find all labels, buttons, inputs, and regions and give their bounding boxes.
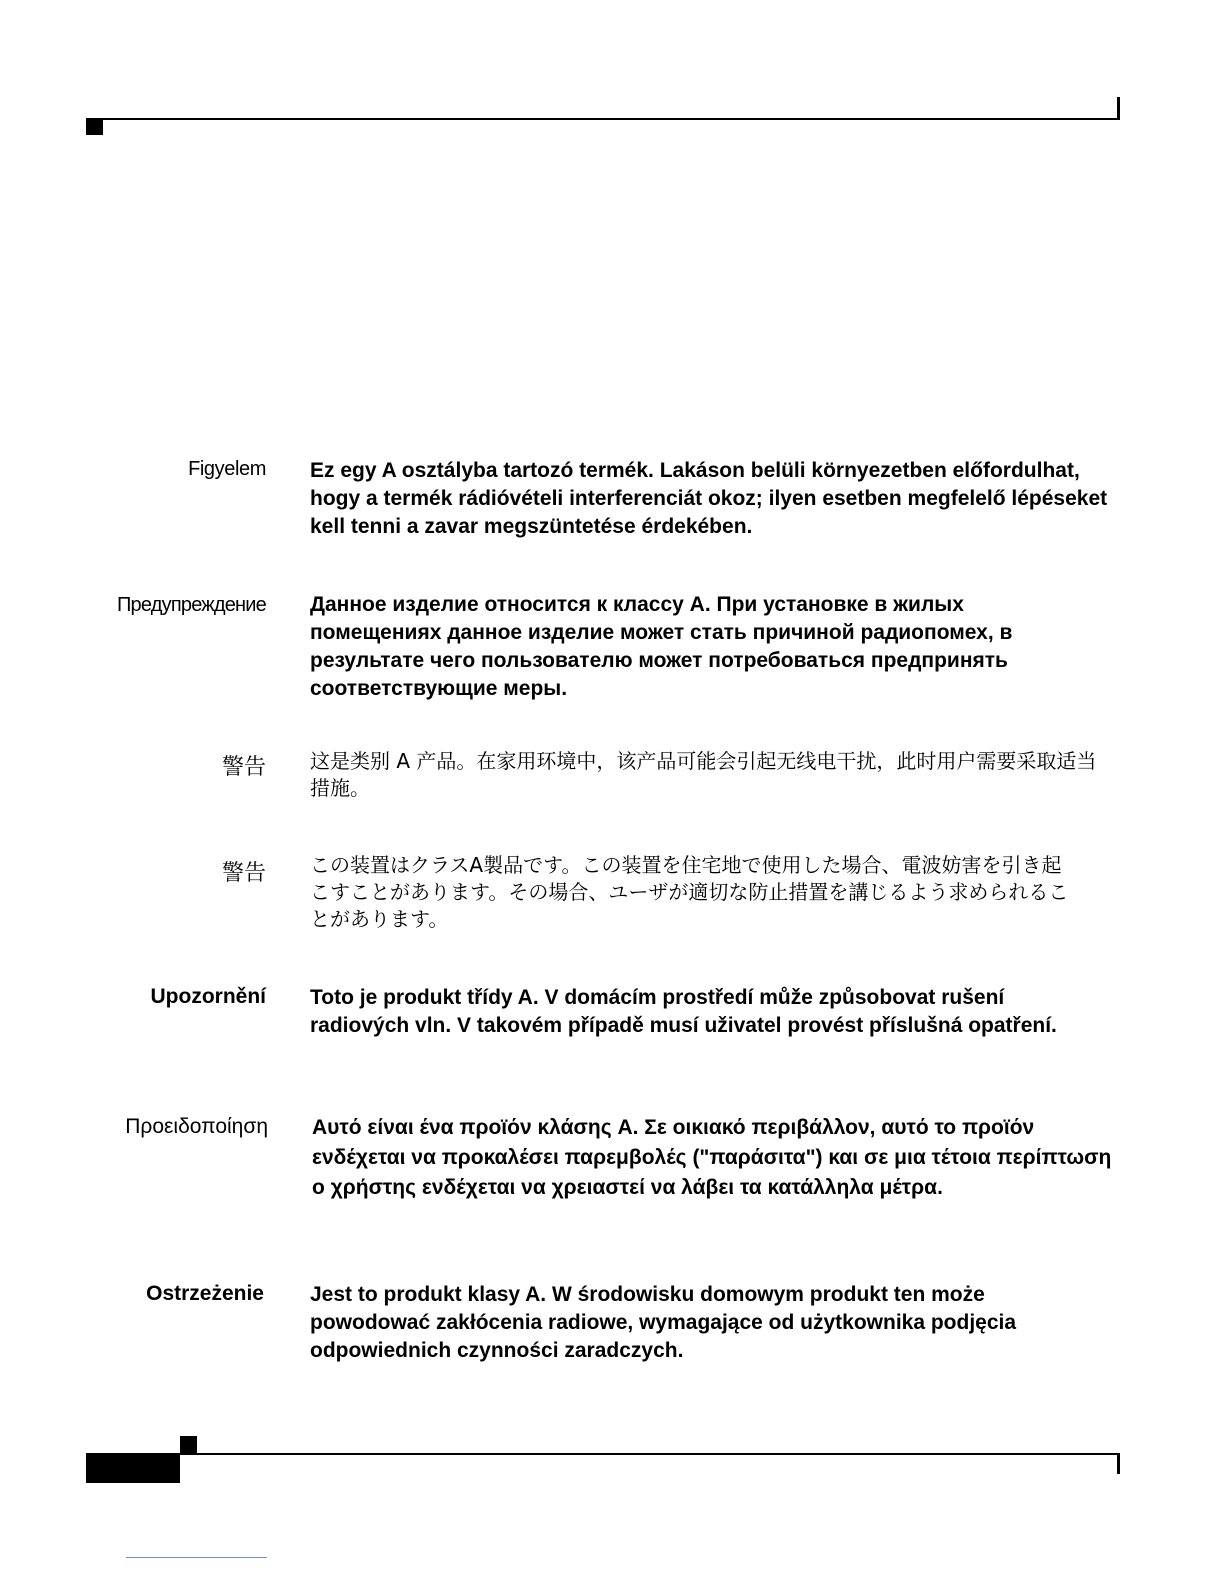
warning-text: Jest to produkt klasy A. W środowisku domowym produkt ten może powodować zakłócenia radiowe, wymagające od użytkownika podjęcia odpowiednich czynności zaradczych.	[310, 1283, 1017, 1362]
warning-text: Данное изделие относится к классу A. При установке в жилых помещениях данное изделие может стать причиной радиопомех, в результате чего пользователю может потребоваться предпринять соответствующие меры.	[310, 593, 1013, 700]
footer-square-marker	[180, 1436, 197, 1453]
header-square-marker	[86, 118, 103, 135]
warning-label: 警告	[221, 755, 266, 780]
warning-text: Ez egy A osztályba tartozó termék. Lakáson belüli környezetben előfordulhat, hogy a termék rádióvételi interferenciát okoz; ilyen esetben megfelelő lépéseket kell tenni a zavar megszüntetése érdekében.	[310, 459, 1108, 538]
footer-link-underline[interactable]	[126, 1557, 267, 1558]
warning-text: Toto je produkt třídy A. V domácím prostředí může způsobovat rušení radiových vln. V takovém případě musí uživatel provést příslušná opatření.	[310, 986, 1057, 1037]
warning-label: Предупреждение	[116, 594, 266, 616]
warning-text: 这是类别 A 产品。在家用环境中，该产品可能会引起无线电干扰，此时用户需要采取适当措施。	[310, 749, 1097, 800]
warning-label: Figyelem	[188, 458, 266, 480]
warning-label: Προειδοποίηση	[125, 1115, 268, 1138]
footer-rule	[180, 1453, 1120, 1455]
warning-text: この装置はクラスA製品です。この装置を住宅地で使用した場合、電波妨害を引き起こすことがあります。その場合、ユーザが適切な防止措置を講じるよう求められることがあります。	[310, 853, 1069, 931]
footer-page-tab	[86, 1453, 180, 1483]
warning-label: Ostrzeżenie	[146, 1282, 264, 1305]
footer-right-tick	[1117, 1455, 1120, 1474]
header-right-tick	[1117, 97, 1120, 119]
warning-label: Upozornění	[150, 985, 266, 1008]
warning-text: Αυτό είναι ένα προϊόν κλάσης A. Σε οικιακό περιβάλλον, αυτό το προϊόν ενδέχεται να προκαλέσει παρεμβολές ("παράσιτα") και σε μια τέτοια περίπτωση ο χρήστης ενδέχεται να χρειαστεί να λάβει τα κατάλληλα μέτρα.	[312, 1116, 1112, 1199]
warning-label: 警告	[221, 861, 266, 886]
header-rule	[86, 118, 1120, 120]
